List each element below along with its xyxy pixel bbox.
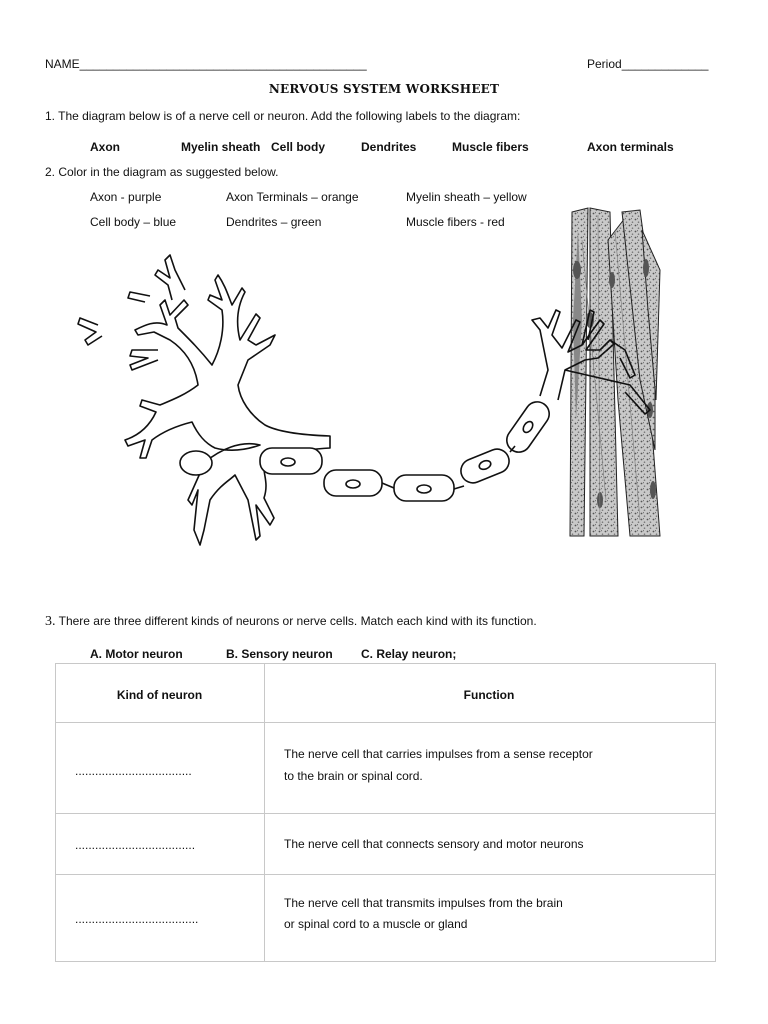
question-3-body: There are three different kinds of neurons or nerve cells. Match each kind with its function.	[58, 614, 537, 628]
question-3-number: 3.	[45, 614, 56, 629]
function-text-row-2-line-1: The nerve cell that connects sensory and motor neurons	[284, 837, 584, 851]
answer-blank-row-2[interactable]: ....................................	[75, 838, 196, 852]
option-relay-neuron: C. Relay neuron;	[361, 647, 457, 661]
table-column-divider	[264, 663, 265, 961]
table-header-kind: Kind of neuron	[116, 688, 203, 702]
table-row-divider	[55, 813, 715, 814]
period-field-label: Period_____________	[587, 57, 709, 71]
answer-blank-row-1[interactable]: ...................................	[75, 764, 192, 778]
option-sensory-neuron: B. Sensory neuron	[226, 647, 333, 661]
function-text-row-3-line-2: or spinal cord to a muscle or gland	[284, 917, 468, 931]
function-text-row-1-line-1: The nerve cell that carries impulses from a sense receptor	[284, 747, 593, 761]
function-text-row-3-line-1: The nerve cell that transmits impulses from the brain	[284, 896, 563, 910]
label-myelin-sheath: Myelin sheath	[181, 140, 261, 154]
question-2-text: 2. Color in the diagram as suggested below.	[45, 165, 279, 179]
table-row-divider	[55, 874, 715, 875]
color-muscle-fibers: Muscle fibers - red	[406, 215, 505, 229]
muscle-fibers-drawing	[570, 208, 660, 536]
table-header-function: Function	[463, 688, 515, 702]
color-axon-terminals: Axon Terminals – orange	[226, 190, 359, 204]
color-cell-body: Cell body – blue	[90, 215, 177, 229]
neuron-diagram	[70, 200, 670, 570]
color-myelin-sheath: Myelin sheath – yellow	[406, 190, 527, 204]
myelin-sheath-drawing	[260, 397, 554, 501]
question-1-text: 1. The diagram below is of a nerve cell or neuron. Add the following labels to the diagram:	[45, 109, 521, 123]
question-3-text	[45, 614, 537, 630]
cell-body-and-dendrites-drawing	[78, 255, 330, 545]
function-text-row-1-line-2: to the brain or spinal cord.	[284, 769, 423, 783]
name-field-label: NAME___________________________________________	[45, 57, 367, 71]
label-cell-body: Cell body	[271, 140, 326, 154]
answer-blank-row-3[interactable]: .....................................	[75, 912, 199, 926]
label-axon-terminals: Axon terminals	[587, 140, 674, 154]
color-axon: Axon - purple	[90, 190, 162, 204]
label-muscle-fibers: Muscle fibers	[452, 140, 529, 154]
table-row-divider	[55, 722, 715, 723]
label-axon: Axon	[90, 140, 120, 154]
label-dendrites: Dendrites	[361, 140, 417, 154]
option-motor-neuron: A. Motor neuron	[90, 647, 183, 661]
worksheet-title: NERVOUS SYSTEM WORKSHEET	[268, 82, 500, 96]
color-dendrites: Dendrites – green	[226, 215, 322, 229]
